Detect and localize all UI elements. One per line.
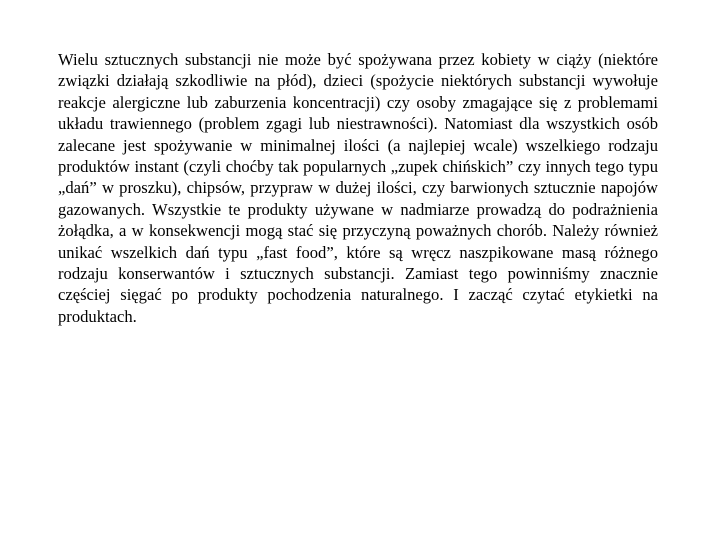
body-paragraph: Wielu sztucznych substancji nie może być spożywana przez kobiety w ciąży (niektóre związki działają szkodliwie na płód), dzieci (spożycie niektórych substancji wywołuje reakcje alergiczne lub zaburzenia koncentracji) czy osoby zmagające się z problemami układu trawiennego (problem zgagi lub niestrawności). Natomiast dla wszystkich osób zalecane jest spożywanie w minimalnej ilości (a najlepiej wcale) wszelkiego rodzaju produktów instant (czyli choćby tak popularnych „zupek chińskich” czy innych tego typu „dań” w proszku), chipsów, przypraw w dużej ilości, czy barwionych sztucznie napojów gazowanych. Wszystkie te produkty używane w nadmiarze prowadzą do podrażnienia żołądka, a w konsekwencji mogą stać się przyczyną poważnych chorób. Należy również unikać wszelkich dań typu „fast food”, które są wręcz naszpikowane masą różnego rodzaju konserwantów i sztucznych substancji. Zamiast tego powinniśmy znacznie częściej sięgać po produkty pochodzenia naturalnego. I zacząć czytać etykietki na produktach.	[58, 50, 658, 326]
